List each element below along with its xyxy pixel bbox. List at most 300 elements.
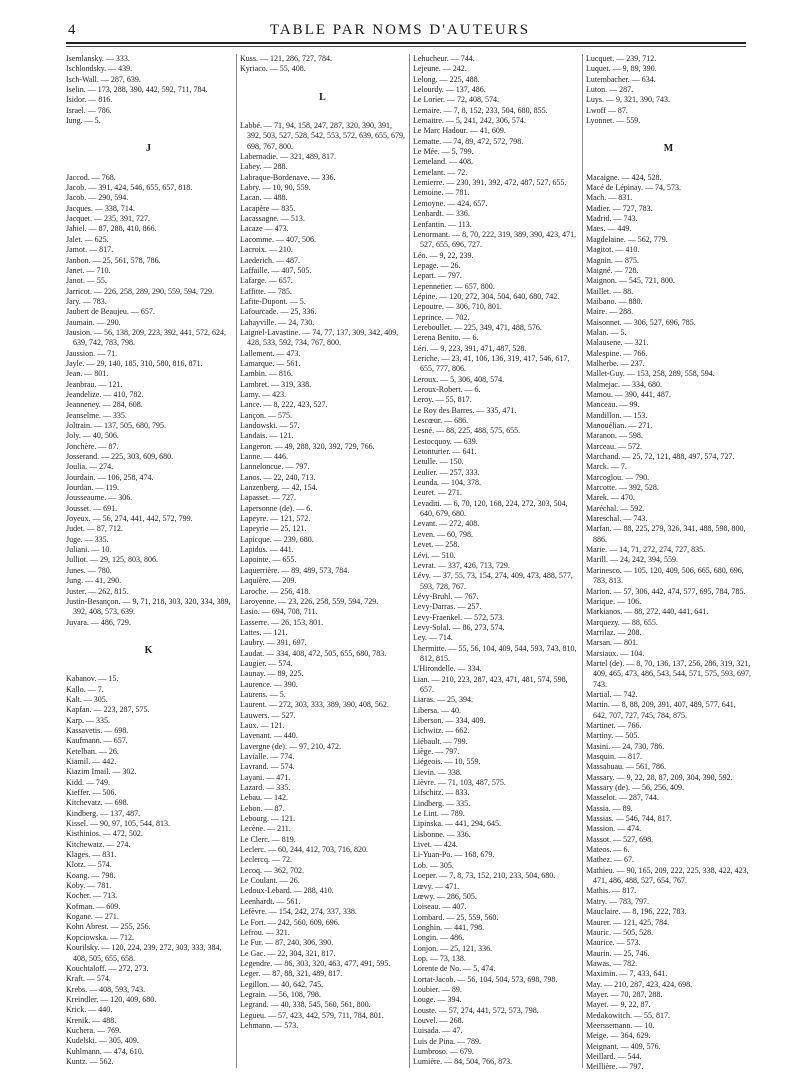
index-entry: Lipinska. — 441, 294, 645. (413, 819, 501, 829)
index-entry: Kuss. — 121, 286, 727, 784. (240, 54, 333, 63)
index-entry: Langeron. — 49, 288, 320, 392, 729, 766. (240, 441, 375, 451)
index-entry: Longhin. — 441, 798. (413, 922, 485, 932)
index-entry: Kogane. — 271. (66, 912, 119, 922)
index-entry: Medakowitch. — 55, 817. (586, 1010, 670, 1020)
index-entry: Leroy. — 55, 817. (413, 395, 472, 405)
index-entry: Lucquet. — 239, 712. (586, 54, 657, 63)
index-entry: Leger. — 87, 88, 321, 489, 817. (240, 969, 343, 979)
index-entry: Kreindler. — 120, 409, 680. (66, 994, 157, 1004)
index-entry: Li-Yuan-Po. — 168, 679. (413, 850, 495, 860)
index-entry: Lazard. — 335. (240, 783, 291, 793)
index-entry: Le Roy des Barres. — 335, 471. (413, 405, 517, 415)
index-entry: Laffaille. — 407, 505. (240, 265, 312, 275)
index-entry: Le Lorier. — 72, 408, 574. (413, 95, 499, 105)
index-entry: Marquezy. — 88, 655. (586, 617, 658, 627)
index-entry: Martiny. — 505. (586, 731, 640, 741)
index-entry: Malherbe. — 237. (586, 358, 645, 368)
index-entry: Lançon. — 575. (240, 410, 292, 420)
index-entry: Maignon. — 545, 721, 800. (586, 276, 675, 286)
index-entry: Lian. — 210, 223, 287, 423, 471, 481, 574, 598, 657. (413, 674, 568, 694)
index-entry: Marcotte. — 392, 528. (586, 483, 659, 493)
index-entry: Legendre. — 86, 303, 320, 463, 477, 491, 595. (240, 958, 391, 968)
index-entry: Kudelski. — 305, 409. (66, 1036, 139, 1046)
index-entry: Levrat. — 337, 426, 713, 729. (413, 560, 510, 570)
index-entry: Janbon. — 25, 561, 578, 786. (66, 255, 161, 265)
index-entry: Lenfantin. — 113. (413, 219, 472, 229)
index-entry: Iung. — 5. (66, 116, 101, 126)
index-entry: Lehucheur. — 744. (413, 54, 475, 63)
index-entry: Kindberg. — 137, 487. (66, 808, 141, 818)
index-entry: Laroyenne. — 23, 226, 258, 559, 594, 729. (240, 596, 379, 606)
index-entry: Jourdan. — 119. (66, 483, 120, 493)
column-divider (409, 54, 410, 1068)
index-entry: Lemelant. — 72. (413, 167, 468, 177)
index-entry: Lamy. — 423. (240, 389, 287, 399)
index-entry: Lièvre. — 71, 103, 487, 575. (413, 778, 506, 788)
index-entry: Lelourdy. — 137, 486. (413, 85, 486, 95)
index-entry: Lehmann. — 573. (240, 1020, 299, 1030)
index-entry: Mandillon. — 153. (586, 410, 648, 420)
index-entry: Marceau. — 572. (586, 441, 642, 451)
index-entry: Mathis. — 817. (586, 886, 637, 896)
index-entry: Lisbonne. — 336. (413, 829, 471, 839)
index-entry: Leven. — 60, 798. (413, 529, 473, 539)
index-entry: Le Fur. — 87, 240, 306, 390. (240, 938, 334, 948)
index-entry: Jausion. — 56, 138, 209, 223, 392, 441, 572, 624, 639, 742, 783, 798. (66, 327, 226, 348)
index-entry: Lacan. — 488. (240, 193, 288, 203)
index-entry: Lievin. — 338. (413, 767, 462, 777)
index-column-1 (66, 54, 231, 1072)
index-entry: Laederich. — 487. (240, 255, 300, 265)
index-entry: Marsiaux. — 104. (586, 648, 645, 658)
index-entry: Lapersonne (de). — 6. (240, 503, 313, 513)
index-entry: Liaras. — 25, 394. (413, 695, 473, 705)
index-entry: Janot. — 55. (66, 276, 107, 286)
index-entry: Massot. — 527, 698. (586, 834, 654, 844)
index-entry: Maes. — 449. (586, 224, 632, 234)
index-entry: Luquet. — 9, 89, 390. (586, 64, 657, 74)
index-entry: Luton. — 287. (586, 85, 634, 95)
index-entry: Jung. — 41, 290. (66, 576, 122, 586)
index-entry: Markianos. — 88, 272, 440, 441, 641. (586, 607, 709, 617)
header-rule-thin (66, 46, 746, 47)
index-entry: Kitchewatz. — 274. (66, 839, 131, 849)
index-entry: Louste. — 57, 274, 441, 572, 573, 798. (413, 1005, 539, 1015)
index-entry: Lanneloncue. — 797. (240, 462, 310, 472)
index-entry: Lesné. — 88, 225, 488, 575, 655. (413, 426, 521, 436)
index-entry: Klotz. — 574. (66, 860, 112, 870)
index-entry: Lepennetier. — 657, 800. (413, 281, 495, 291)
index-entry: Lichwitz. — 662. (413, 726, 470, 736)
index-entry: Mallet-Guy. — 153, 258, 289, 558, 594. (586, 369, 715, 379)
index-entry: Judet. — 87, 712. (66, 524, 123, 534)
index-entry: Lorente de No. — 5, 474. (413, 964, 496, 974)
index-entry: Léo. — 9, 22, 239. (413, 250, 474, 260)
index-entry: Massias. — 546, 744, 817. (586, 814, 672, 824)
index-entry: Kourilsky. — 120, 224, 239, 272, 303, 333, 384, 408, 505, 655, 658. (66, 943, 222, 963)
index-entry: Lifschitz. — 833. (413, 788, 470, 798)
index-entry: Léri. — 9, 223, 391, 471, 487, 528. (413, 343, 527, 353)
index-entry: Masquin. — 817. (586, 752, 642, 761)
index-entry: Jeanbrau. — 121. (66, 379, 123, 389)
index-entry: Lyonnet. — 559. (586, 116, 641, 126)
index-entry: Lwoff — 87. (586, 105, 628, 115)
index-entry: Kopciowska. — 712. (66, 932, 134, 942)
index-entry: Lacroix. — 210. (240, 245, 293, 255)
index-entry: Jalet. — 625. (66, 234, 109, 244)
index-entry: Lefrou. — 321. (240, 927, 290, 937)
index-entry: Kalt. — 305. (66, 694, 108, 704)
index-entry: Lepart. — 797. (413, 271, 462, 281)
index-entry: Lapasset. — 727. (240, 493, 296, 503)
index-entry: Mauric. — 505, 528. (586, 927, 654, 937)
index-entry: Lortat-Jacob. — 56, 104, 504, 573, 698, 798. (413, 974, 558, 984)
index-entry: Mathieu. — 90, 165, 209, 222, 225, 338, 422, 423, 471, 486, 488, 527, 654, 767. (586, 865, 749, 886)
index-entry: Magitot. — 410. (586, 245, 640, 255)
index-entry: Lemaire. — 7, 8, 152, 233, 504, 680, 855. (413, 105, 548, 115)
index-entry: Levy-Darras. — 257. (413, 602, 482, 612)
index-entry: Laurens. — 5. (240, 689, 286, 699)
index-entry: Kyriaco. — 55, 408. (240, 64, 306, 74)
index-entry: Leclercq. — 72. (240, 855, 292, 865)
index-entry: Juge. — 335. (66, 534, 109, 544)
index-entry: Janet. — 710. (66, 265, 111, 275)
index-entry: Labey. — 288. (240, 162, 288, 172)
index-entry: Lapicque. — 239, 680. (240, 534, 314, 544)
index-entry: Mamou. — 390, 441, 487. (586, 389, 671, 399)
index-entry: Longin. — 486. (413, 933, 465, 943)
index-entry: Louge. — 394. (413, 995, 462, 1005)
index-entry: Matry. — 783, 797. (586, 896, 650, 906)
index-entry: Magdelaine. — 562, 779. (586, 234, 668, 244)
index-entry: Maire. — 288. (586, 307, 634, 317)
index-entry: Madrid. — 743. (586, 214, 638, 224)
index-entry: Lebon. — 87. (240, 803, 285, 813)
index-entry: Maibano. — 880. (586, 296, 643, 306)
index-entry: Maréchal. — 592. (586, 503, 645, 513)
index-entry: Juvara. — 486, 729. (66, 617, 131, 627)
index-entry: Lapeyrie — 25, 121. (240, 524, 307, 534)
index-entry: Marsan. — 801. (586, 638, 638, 648)
index-entry: Lenormant. — 8, 70, 222, 319, 389, 390, 423, 471, 527, 655, 696, 727. (413, 229, 577, 250)
index-entry: Macé de Lépinay. — 74, 573. (586, 183, 682, 193)
index-entry: Jayle. — 29, 140, 185, 310, 580, 816, 871. (66, 358, 203, 368)
index-entry: Lop. — 73, 138. (413, 953, 466, 963)
index-entry: Lutembacher. — 634. (586, 74, 656, 84)
index-entry: L'Hirondelle. — 334. (413, 664, 482, 674)
index-entry: Krebs. — 408, 593, 743. (66, 984, 146, 994)
index-entry: Levy-Solal. — 86, 273, 574. (413, 622, 505, 632)
index-entry: Lepoutre. — 306, 710, 801. (413, 302, 502, 312)
index-entry: Levet. — 258. (413, 540, 460, 550)
index-entry: Lœvy. — 471. (413, 881, 460, 891)
index-entry: Koby. — 781. (66, 881, 112, 891)
index-entry: Laubry. — 391, 697. (240, 638, 307, 648)
index-entry: Layani. — 471. (240, 772, 291, 782)
index-entry: Labraque-Bordenave. — 336. (240, 172, 336, 182)
index-entry: Kuhlmann. — 474, 610. (66, 1046, 144, 1056)
index-entry: Maurin. — 25, 746. (586, 948, 650, 958)
index-entry: Krick. — 440. (66, 1005, 113, 1015)
index-entry: Madier. — 727, 783. (586, 203, 653, 213)
index-entry: Lapeyre. — 121, 572. (240, 514, 311, 524)
index-entry: Lavergne (de). — 97, 210, 472. (240, 741, 341, 751)
index-entry: Lanos. — 22, 240, 713. (240, 472, 316, 482)
index-entry: Lelong. — 225, 488. (413, 74, 480, 84)
index-entry: Lejeune. — 242. (413, 64, 467, 74)
index-entry: Lapidus. — 441. (240, 545, 294, 555)
index-entry: Kocher. — 713. (66, 891, 118, 901)
index-entry: Labernadie. — 321, 489, 817. (240, 152, 336, 162)
index-entry: Lemeland. — 408. (413, 157, 473, 167)
index-entry: Levant. — 272, 408. (413, 519, 480, 529)
index-entry: Lumbroso. — 679. (413, 1047, 474, 1056)
index-entry: Jaussion. — 71. (66, 348, 118, 358)
index-entry: Lestocquoy. — 639. (413, 436, 478, 446)
index-entry: Loeper. — 7, 8, 73, 152, 210, 233, 504, 680. (413, 871, 556, 881)
index-entry: Marcoglou. — 790. (586, 472, 650, 482)
index-entry: Kohn Abrest. — 255, 256. (66, 922, 151, 932)
index-entry: Laux. — 121. (240, 720, 285, 730)
index-entry: Lereboullet. — 225, 349, 471, 488, 576. (413, 322, 542, 332)
index-entry: Julliot. — 29, 125, 803, 806. (66, 555, 159, 565)
index-entry: Marique. — 106. (586, 596, 642, 606)
header-rule-thick (66, 42, 746, 44)
index-entry: Kapfan. — 223, 287, 575. (66, 705, 150, 715)
index-entry: Lafite-Dupont. — 5. (240, 296, 306, 306)
index-entry: Maisonnet. — 306, 527, 696, 785. (586, 317, 696, 327)
index-entry: Isch-Wall. — 287, 639. (66, 74, 141, 84)
column-divider (582, 54, 583, 1068)
index-entry: Lapointe. — 655. (240, 555, 297, 565)
index-entry: Labbé. — 71, 94, 158, 247, 287, 320, 390, 391, 392, 503, 527, 528, 542, 553, 572, 639, 655, 679, 698, 767, 800. (240, 121, 405, 151)
index-entry: Louvel. — 268. (413, 1015, 464, 1025)
index-entry: Lavenant. — 440. (240, 731, 298, 741)
index-entry: Massia. — 89. (586, 803, 633, 813)
index-entry: Maranon. — 598. (586, 431, 643, 441)
index-entry: Levy-Fraenkel. — 572, 573. (413, 612, 505, 622)
section-letter-heading: K (144, 644, 153, 656)
index-entry: Marion. — 57, 306, 442, 474, 577, 695, 784, 785. (586, 586, 746, 596)
index-entry: Kitchevatz. — 698. (66, 798, 129, 808)
index-entry: Marek. — 470. (586, 493, 635, 503)
index-entry: Maillet. — 88. (586, 286, 634, 296)
index-entry: Israel. — 786. (66, 105, 112, 115)
index-entry: Mathez. — 67. (586, 855, 634, 865)
index-entry: Masselot. — 287, 744. (586, 793, 659, 803)
index-entry: Juliani. — 10. (66, 545, 112, 555)
index-entry: Laffitte. — 785. (240, 286, 292, 296)
index-entry: Marfan. — 88, 225, 279, 326, 341, 488, 598, 800, 886. (586, 524, 746, 544)
index-entry: Levaditi. — 6, 70, 120, 168, 224, 272, 303, 504, 640, 679, 680. (413, 498, 568, 519)
index-entry: Lévy. — 37, 55, 73, 154, 274, 409, 473, 488, 577, 593, 728, 767. (413, 571, 573, 591)
index-entry: Lacomme. — 407, 506. (240, 234, 316, 244)
index-entry: Marill. — 24, 242, 394, 559. (586, 555, 678, 565)
index-entry: Lahayville. — 24, 730. (240, 317, 315, 327)
index-entry: Ischlondsky. — 439. (66, 64, 133, 74)
index-entry: Lebau. — 142. (240, 793, 288, 803)
index-entry: Martinet. — 766. (586, 720, 642, 730)
index-entry: Lenhardt. — 336. (413, 209, 470, 219)
index-entry: Kidd. — 749. (66, 777, 110, 787)
index-entry: Lasserre. — 26, 153, 801. (240, 617, 324, 627)
index-entry: Jaubert de Beaujeu. — 657. (66, 307, 155, 317)
index-entry: Karp. — 335. (66, 715, 110, 725)
index-entry: Lumière. — 84, 504, 766, 873. (413, 1057, 513, 1067)
index-entry: Jousset. — 691. (66, 503, 118, 513)
index-entry: Legillon. — 40, 642, 745. (240, 979, 324, 989)
index-entry: Maurer. — 121, 425, 784. (586, 917, 670, 927)
index-entry: Ketelban. — 26. (66, 746, 119, 756)
index-entry: Legrain. — 56, 108, 798. (240, 989, 321, 999)
index-entry: Jamot. — 817. (66, 245, 114, 255)
index-entry: Lattes. — 121. (240, 627, 288, 637)
index-entry: Laudat. — 334, 408, 472, 505, 655, 680, 783. (240, 648, 387, 658)
index-entry: Manouélian. — 271. (586, 421, 653, 430)
index-entry: Leriche. — 23, 41, 106, 136, 319, 417, 546, 617, 655, 777, 806. (413, 353, 570, 374)
index-entry: Jean. — 801. (66, 369, 109, 379)
section-letter-heading: L (319, 91, 326, 103)
index-entry: Massary (de). — 56, 256, 409. (586, 783, 684, 793)
index-entry: Mateos. — 6. (586, 845, 630, 855)
index-entry: Massion. — 474. (586, 824, 642, 834)
index-entry: Kassavetis. — 698. (66, 725, 129, 735)
index-entry: Leuret. — 271. (413, 488, 462, 498)
index-entry: Lévi. — 510. (413, 550, 456, 560)
index-entry: Le Lint. — 789. (413, 809, 465, 819)
index-entry: Malmejac. — 334, 680. (586, 379, 662, 389)
index-entry: Jeanselme. — 335. (66, 410, 127, 420)
column-divider (236, 54, 237, 1068)
index-entry: May. — 210, 287, 423, 424, 698. (586, 979, 693, 989)
index-entry: Koang. — 798. (66, 870, 116, 880)
index-entry: Justin-Besançon. — 9, 71, 218, 303, 320, 334, 389, 392, 408, 573, 639. (66, 596, 231, 617)
index-entry: Marie. — 14, 71, 272, 274, 727, 835. (586, 545, 706, 555)
index-entry: Laugier. — 574. (240, 658, 293, 668)
index-entry: Mach. — 831. (586, 193, 633, 203)
index-entry: Lance. — 8, 222, 423, 527. (240, 400, 328, 410)
index-entry: Loubier. — 89. (413, 984, 462, 994)
index-entry: Mareschal. — 743. (586, 514, 648, 524)
index-entry: Massabuau. — 561, 786. (586, 762, 666, 772)
index-entry: Lepage. — 26. (413, 260, 461, 270)
index-entry: Junes. — 780. (66, 565, 112, 575)
index-entry: Joulia. — 274. (66, 462, 114, 472)
index-entry: Jaumain. — 290. (66, 317, 121, 327)
index-entry: Jeandelize. — 410, 782. (66, 389, 144, 399)
index-entry: Luys. — 9, 321, 390, 743. (586, 95, 670, 105)
index-entry: Jourdain. — 106, 258, 474. (66, 472, 154, 482)
index-entry: Lavialle. — 774. (240, 752, 295, 761)
index-entry: Meillière. — 797. (586, 1062, 644, 1072)
index-entry: Kouchtaloff. — 272, 273. (66, 963, 149, 973)
index-entry: Jahiel. — 87, 288, 410, 866. (66, 224, 157, 234)
index-entry: Leroux-Robert. — 6. (413, 385, 481, 394)
index-entry: Mayet. — 9, 22, 87. (586, 1000, 651, 1010)
index-entry: Libersa. — 40. (413, 705, 461, 715)
index-entry: Letulle. — 150. (413, 457, 464, 467)
index-entry: Le Fort. — 242, 560, 609, 696. (240, 917, 340, 927)
index-entry: Le Mée. — 5, 799. (413, 147, 474, 157)
index-entry: Joyeux. — 56, 274, 441, 442, 572, 799. (66, 514, 193, 524)
index-entry: Le Coulant. — 26. (240, 876, 300, 886)
index-entry: Juster. — 262, 815. (66, 586, 129, 596)
index-entry: Luisada. — 47. (413, 1026, 463, 1036)
index-entry: Laroche. — 256, 418. (240, 586, 311, 596)
index-entry: Laurent. — 272, 303, 333, 389, 390, 408, 562. (240, 700, 389, 710)
index-entry: Marck. — 7. (586, 462, 627, 472)
index-entry: Ledoux-Lebard. — 288, 410. (240, 886, 334, 896)
index-entry: Kissel. — 90, 97, 105, 544, 813. (66, 819, 170, 829)
index-entry: Lescœur. — 686. (413, 416, 469, 426)
index-entry: Kallo. — 7. (66, 684, 104, 694)
index-entry: Legrand. — 40, 338, 545, 560, 561, 800. (240, 1000, 371, 1010)
index-entry: Lefèvre. — 154, 242, 274, 337, 338. (240, 907, 357, 917)
index-entry: Legueu. — 57, 423, 442, 579, 711, 784, 801. (240, 1010, 384, 1020)
index-entry: Joly. — 40, 506. (66, 431, 119, 441)
index-entry: Lindberg. — 335. (413, 798, 471, 808)
index-entry: Lacassagne. — 513. (240, 214, 305, 224)
index-entry: Magnin. — 875. (586, 255, 639, 265)
index-entry: Letonturier. — 641. (413, 447, 477, 457)
page-title: TABLE PAR NOMS D'AUTEURS (269, 22, 531, 38)
index-entry: Laurence. — 390. (240, 679, 298, 689)
index-entry: Le Marc Hadour. — 41, 609. (413, 126, 506, 136)
index-entry: Lanne. — 446. (240, 452, 288, 462)
index-entry: Lacapère — 835. (240, 203, 296, 213)
section-letter-heading: M (663, 143, 674, 155)
index-entry: Martial. — 742. (586, 689, 638, 699)
index-entry: Jacob. — 290, 594. (66, 193, 129, 203)
index-entry: Lhermitte. — 55, 56, 104, 409, 544, 593, 743, 810, 812, 815. (413, 643, 577, 663)
index-entry: Jaccod. — 768. (66, 172, 116, 182)
index-entry: Marinesco. — 105, 120, 409, 506, 665, 680, 696, 783, 813. (586, 565, 744, 586)
index-entry: Jary. — 783. (66, 296, 107, 306)
index-entry: Macaigne. — 424, 528. (586, 172, 662, 182)
index-entry: Klages. — 831. (66, 850, 117, 860)
index-entry: Liégeois. — 10, 559. (413, 757, 481, 767)
index-entry: Kuntz. — 562. (66, 1056, 114, 1066)
index-entry: Lambin. — 816. (240, 369, 293, 379)
index-entry: Lob. — 305. (413, 860, 454, 870)
index-entry: Laquière. — 209. (240, 576, 297, 586)
index-entry: Lecène. — 211. (240, 824, 291, 834)
index-entry: Lemoine. — 781. (413, 188, 470, 198)
index-entry: Meige. — 364, 629. (586, 1031, 651, 1041)
index-entry: Leulier. — 257, 333. (413, 467, 480, 477)
index-entry: Livet. — 424. (413, 840, 458, 850)
index-entry: Lecoq. — 362, 702. (240, 865, 304, 875)
index-entry: Lacaze — 473. (240, 224, 289, 234)
index-entry: Iselin. — 173, 288, 390, 442, 592, 711, 784. (66, 85, 208, 95)
index-entry: Leprince. — 702. (413, 312, 470, 322)
index-entry: Leenhardt. — 561. (240, 896, 301, 906)
index-entry: Lallement. — 473. (240, 348, 301, 358)
index-entry: Laignel-Lavastine. — 74, 77, 137, 309, 342, 409, 428, 533, 592, 734, 767, 800. (240, 327, 399, 348)
index-entry: Laquerrière. — 89, 489, 573, 784. (240, 565, 350, 575)
index-entry: Leunda. — 104, 378. (413, 478, 481, 488)
index-entry: Joltrain. — 137, 505, 680, 795. (66, 421, 166, 430)
index-entry: Marchand. — 25, 72, 121, 488, 497, 574, 727. (586, 452, 735, 462)
index-entry: Krenik. — 488. (66, 1015, 117, 1025)
index-entry: Josserand. — 225, 303, 609, 680. (66, 452, 174, 462)
index-entry: Le Clerc. — 819. (240, 834, 296, 844)
index-entry: Jonchère. — 87. (66, 441, 119, 451)
index-entry: Maurice. — 573. (586, 938, 641, 948)
index-entry: Maximin. — 7, 433, 641. (586, 969, 668, 979)
index-entry: Kraft. — 574. (66, 974, 111, 984)
index-entry: Meerssemann. — 10. (586, 1020, 655, 1030)
